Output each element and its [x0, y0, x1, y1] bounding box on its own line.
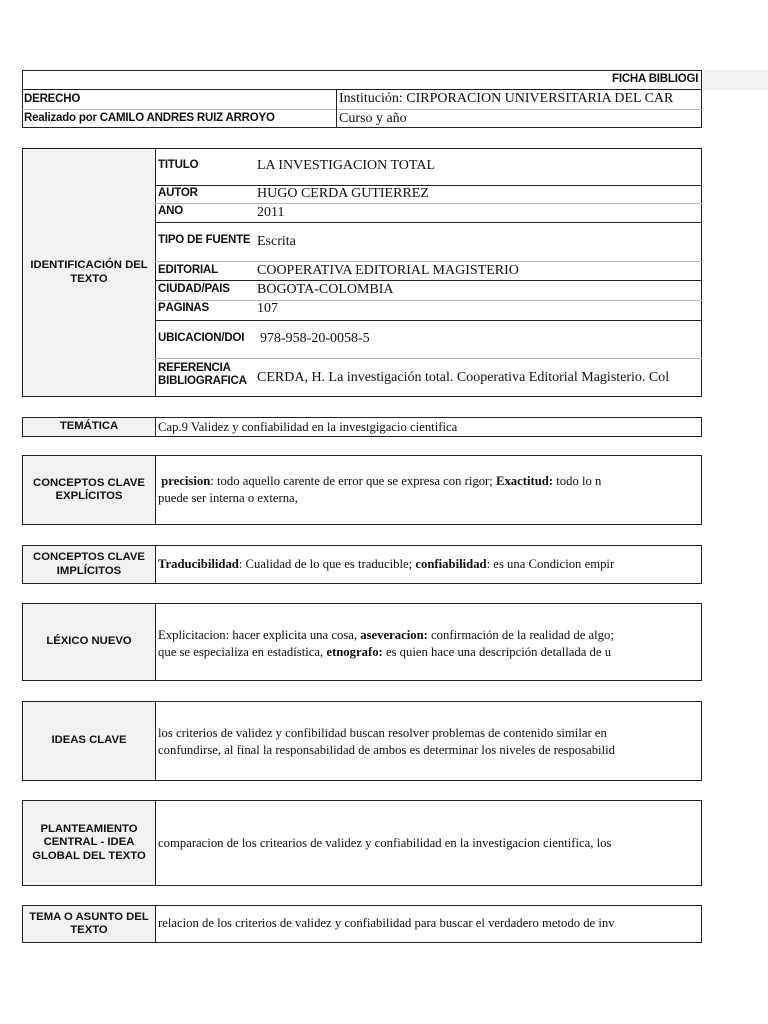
- area-label: DERECHO: [24, 93, 81, 105]
- conceptos-implicitos-text: Traducibilidad: Cualidad de lo que es traducible; confiabilidad: es una Condicion empir: [158, 557, 615, 571]
- tematica-label: TEMÁTICA: [23, 418, 155, 436]
- course-field: Curso y año: [339, 111, 407, 126]
- publisher-label: EDITORIAL: [158, 264, 218, 276]
- lexico-nuevo-label: LÉXICO NUEVO: [23, 604, 155, 680]
- source-type-label: TIPO DE FUENTE: [158, 234, 251, 246]
- pages-value: 107: [257, 301, 278, 316]
- tema-label: TEMA O ASUNTO DEL TEXTO: [23, 906, 155, 942]
- doi-label: UBICACIÓN/DOI: [158, 332, 245, 344]
- year-value: 2011: [257, 205, 285, 220]
- tematica-text: Cap.9 Validez y confiabilidad en la investgigacio cientifica: [158, 420, 458, 434]
- reference-label: REFERENCIA BIBLIOGRAFICA: [158, 362, 247, 387]
- planteamiento-label: PLANTEAMIENTO CENTRAL - IDEA GLOBAL DEL TEXTO: [23, 801, 155, 885]
- city-country-value: BOGOTA-COLOMBIA: [257, 282, 394, 297]
- author-label: AUTOR: [158, 187, 198, 199]
- form-title: FICHA BIBLIOGI: [612, 73, 699, 85]
- tema-text: relacion de los criterios de validez y confiabilidad para buscar el verdadero metodo de inv: [158, 916, 615, 930]
- planteamiento-text: comparacion de los critearios de validez y confiabilidad en la investigacion cientifica, los: [158, 836, 612, 850]
- doi-value: 978-958-20-0058-5: [260, 331, 370, 346]
- author-value: HUGO CERDA GUTIERREZ: [257, 186, 429, 201]
- conceptos-explicitos-label: CONCEPTOS CLAVE EXPLÍCITOS: [23, 456, 155, 524]
- source-type-value: Escrita: [257, 234, 296, 249]
- year-label: AÑO: [158, 205, 183, 217]
- author-line: Realizado por CAMILO ANDRES RUIZ ARROYO: [24, 112, 275, 124]
- ideas-clave-label: IDEAS CLAVE: [23, 702, 155, 780]
- ideas-clave-text: los criterios de validez y confibilidad buscan resolver problemas de contenido similar en confundirse, al final la responsabilidad de ambos es determinar los niveles de resposabilid: [158, 726, 615, 757]
- institution-field: Institución: CIRPORACION UNIVERSITARIA DEL CAR: [339, 91, 674, 106]
- conceptos-explicitos-text: precision: todo aquello carente de error que se expresa con rigor; Exactitud: todo lo n puede ser interna o externa,: [158, 474, 602, 505]
- conceptos-implicitos-label: CONCEPTOS CLAVE IMPLÍCITOS: [23, 546, 155, 583]
- publisher-value: COOPERATIVA EDITORIAL MAGISTERIO: [257, 263, 519, 278]
- city-country-label: CIUDAD/PAIS: [158, 283, 230, 295]
- lexico-nuevo-text: Explicitacion: hacer explicita una cosa, aseveracion: confirmación de la realidad de algo; que se especializa en estadística, etnografo: es quien hace una descripción detallada de u: [158, 628, 614, 659]
- identification-section-label: IDENTIFICACIÓN DEL TEXTO: [23, 149, 155, 396]
- title-value: LA INVESTIGACION TOTAL: [257, 158, 436, 173]
- pages-label: PÁGINAS: [158, 302, 209, 314]
- title-label: TITULO: [158, 159, 199, 171]
- sheet-edge-strip: [696, 70, 768, 90]
- reference-value: CERDA, H. La investigación total. Cooperativa Editorial Magisterio. Col: [257, 370, 670, 385]
